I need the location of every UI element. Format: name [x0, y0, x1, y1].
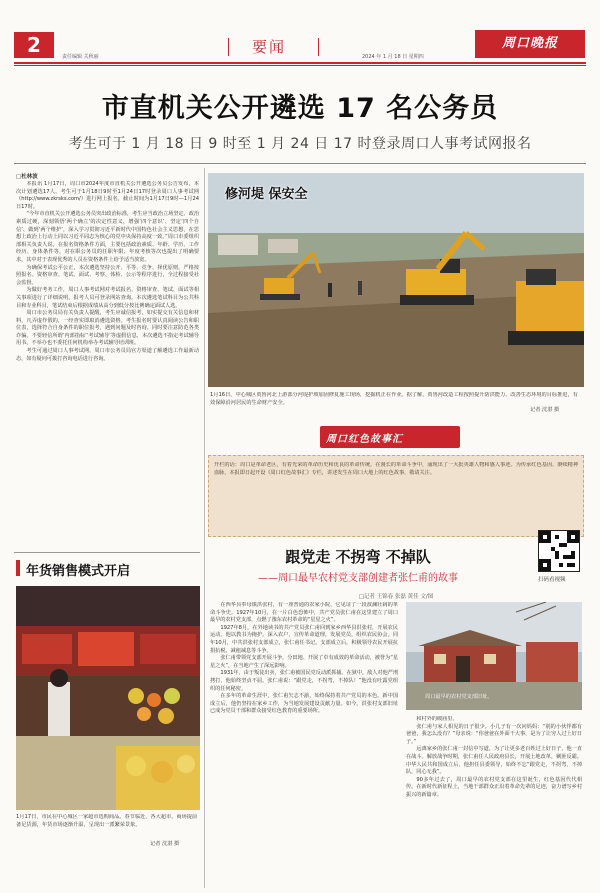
story-title: 跟党走 不拐弯 不掉队 — [285, 548, 431, 566]
section-name: 要闻 — [252, 38, 287, 56]
photo-credit: 记者 沈湛 摄 — [530, 407, 560, 413]
section-divider-right — [318, 38, 319, 56]
article-paragraph: 考生可通过周口人事考试网、周口市公务员局官方渠道了解遴选工作最新动态，如有疑问可拨打咨询电话进行咨询。 — [16, 348, 199, 362]
story-paragraph: 在西华县奉母镇洪张村，有一座普通的农家小院，它见证了一段波澜壮阔的革命斗争史。1927年10月，在一片白色恐怖中，共产党员张仁甫在这里建立了周口最早的农村党支部，点燃了豫东农村革命的“星星之火”。 — [210, 602, 398, 624]
headline-rule — [14, 163, 586, 164]
headline-subtitle: 考生可于 1 月 18 日 9 时至 1 月 24 日 17 时登录周口人事考试网报名 — [68, 136, 532, 152]
article-paragraph: 本报讯 1月17日，周口市2024年度市直机关公开遴选公务员公告发布，本次计划遴选17人。考生可于1月18日9时至1月24日17时登录周口人事考试网（http://www.zkrsks.com/）进行网上报名，截止时间为1月17日9时—1月24日17时。 — [16, 181, 199, 210]
sidebar-caption: 1月17日，市民在中心城区一家超市选购商品。春节临近，各大超市、商场提前备足货源，年货市场逐渐升温，呈现出一派繁荣景象。 — [16, 814, 198, 828]
page-number: 2 — [14, 32, 54, 58]
story-photo-caption: 周口最早的农村党支部旧址。 — [425, 694, 493, 700]
supermarket-scene — [16, 586, 200, 810]
column-divider — [204, 168, 205, 888]
section-divider-left — [228, 38, 229, 56]
article-byline: □杜林波 — [16, 174, 38, 180]
excavator-scene — [208, 173, 584, 387]
masthead-logo: 周口晚报 — [475, 30, 585, 58]
story-paragraph: 90多年过去了，周口最早的农村党支部在这里诞生，红色基因代代相传。在新时代新征程上，当地干部群众正沿着革命先辈的足迹，奋力谱写乡村振兴的新篇章。 — [406, 776, 582, 798]
qr-code-icon — [539, 531, 579, 571]
sidebar-rule — [14, 552, 200, 553]
story-byline: □记者 王锦春 张磊 黄佳 文/图 — [358, 594, 434, 600]
editor-info: 责任编辑 关秋丽 — [62, 54, 99, 60]
story-paragraph: 张仁甫与家人相见的日子很少。小儿子有一次问妈妈：“别的小伙伴都有爸爸，我怎么没有？”母亲说：“你爸爸在外面干大事，是为了让穷人过上好日子。” — [406, 723, 582, 745]
sidebar-credit: 记者 沈湛 摄 — [150, 841, 180, 847]
story-body-col1 — [210, 602, 398, 888]
sidebar-title: 年货销售模式开启 — [26, 564, 131, 579]
photo-title: 修河堤 保安全 — [225, 187, 308, 202]
story-paragraph: 1931年，由于叛徒出卖，张仁甫被国民党反动派抓捕。在狱中，敌人对他严刑拷打，他始终坚贞不屈。张仁甫说：“跟党走，不拐弯，不掉队！”他没有吐露党组织的任何秘密。 — [210, 670, 398, 692]
headline-title: 市直机关公开遴选 17 名公务员 — [101, 93, 499, 124]
story-paragraph: 和村外的破庙里。 — [416, 716, 458, 722]
date-line: 2024 年 1 月 18 日 星期四 — [362, 54, 424, 60]
story-paragraph: 张仁甫带领党支部开展斗争，分田地、开展了卓有成效的革命活动，被誉为“星星之火”，在当地产生了深远影响。 — [210, 655, 398, 669]
qr-code[interactable] — [538, 530, 580, 572]
article-paragraph: 周口市公务员局有关负责人提醒，考生应诚信报考，如实提交有关信息和材料，凡弄虚作假的，一经查实即取消遴选资格。考生报名时要认真阅读公告和职位表，选择符合自身条件的职位报考，遇到问题及时咨询。同时要注意防范各类诈骗，不要轻信所谓‘内部指标’‘考试辅导’等虚假信息，本次遴选不指定考试辅导用书，不举办也不委托任何机构举办考试辅导培训班。 — [16, 310, 199, 347]
header-rule-thin — [14, 65, 586, 66]
article-paragraph: 为确保考试公平公正，本次遴选坚持公开、平等、竞争、择优原则，严格按照报名、资格审查、笔试、面试、考察、体检、公示等程序进行，全过程接受社会监督。 — [16, 264, 199, 286]
photo-caption: 1月16日，中心城区贾鲁河北上游部分河堤护坡加固修复施工现场，挖掘机正在作业。据了解，贾鲁河改造工程按照提升防洪能力、改善生态环境的目标推进，有效保障沿河居民的生命财产安全。 — [210, 392, 578, 406]
column-intro: 开栏的话：周口是革命老区，有着光荣的革命历史和优良的革命传统。在漫长的革命斗争中，涌现出了一大批英雄人物和感人事迹。为传承红色基因、赓续精神血脉，本报即日起开设《周口红色故事汇》专栏，讲述发生在周口大地上的红色故事，敬请关注。 — [214, 462, 578, 476]
supermarket-photo — [16, 586, 200, 810]
sidebar-title-marker — [16, 560, 20, 576]
riverbank-photo — [208, 173, 584, 387]
article-paragraph: “今年市直机关公开遴选公务员突出政治标准，考生应当政治立场坚定、政治素质过硬，深刻领悟‘两个确立’的决定性意义，增强‘四个意识’、坚定‘四个自信’、做到‘两个维护’，深入学习贯彻习近平新时代中国特色社会主义思想，在思想上政治上行动上同以习近平同志为核心的党中央保持高度一致。”周口市委组织部相关负责人说，在报名资格条件方面，主要包括政治素质、年龄、学历、工作经历、身体条件等，对在职公务员的任职年限、年度考核等次也提出了明确要求，其中对于表现优秀的人员在资格条件上给予适当放宽。 — [16, 211, 199, 263]
qr-label: 扫码看视频 — [538, 577, 566, 583]
story-subtitle: ——周口最早农村党支部创建者张仁甫的故事 — [258, 573, 458, 584]
story-paragraph: 1927年8月，在外地读书的共产党员张仁甫回到家乡西华县洪张村，开展农民运动。他以教书为掩护，深入农户，宣传革命道理，发展党员，组织农民协会。同年10月，中共洪张村支部成立，张仁甫任书记。支部成立后，积极领导农民开展抗捐抗税、减租减息等斗争。 — [210, 624, 398, 654]
header-rule — [14, 62, 586, 64]
story-paragraph: 远离家乡的张仁甫一封信中写道，为了让更多老百姓过上好日子，他一直在战斗。解放战争时期，张仁甫任人民政府县长，开展土地改革，剿匪反霸。中华人民共和国成立后，他担任县委领导，始终不忘“跟党走，不拐弯，不掉队，同心无我”。 — [406, 746, 582, 776]
story-body-col2 — [406, 716, 582, 888]
article-body — [16, 181, 199, 545]
column-banner-label: 周口红色故事汇 — [326, 434, 403, 445]
story-paragraph: 在多年的革命生涯中，张仁甫矢志不渝，始终保持着共产党员的本色。新中国成立后，他仍坚持在家乡工作，为当地发展建设贡献力量。如今，洪张村支部旧址已成为党员干部和群众接受红色教育的重要场所。 — [210, 693, 398, 715]
article-paragraph: 为做好考务工作，周口人事考试网对考试报名、资格审查、笔试、面试等相关事项进行了详细说明，报考人员可登录网站查询。本次遴选笔试科目为公共科目和专业科目，笔试结束后根据成绩从高分到低分按比例确定面试人选。 — [16, 287, 199, 309]
